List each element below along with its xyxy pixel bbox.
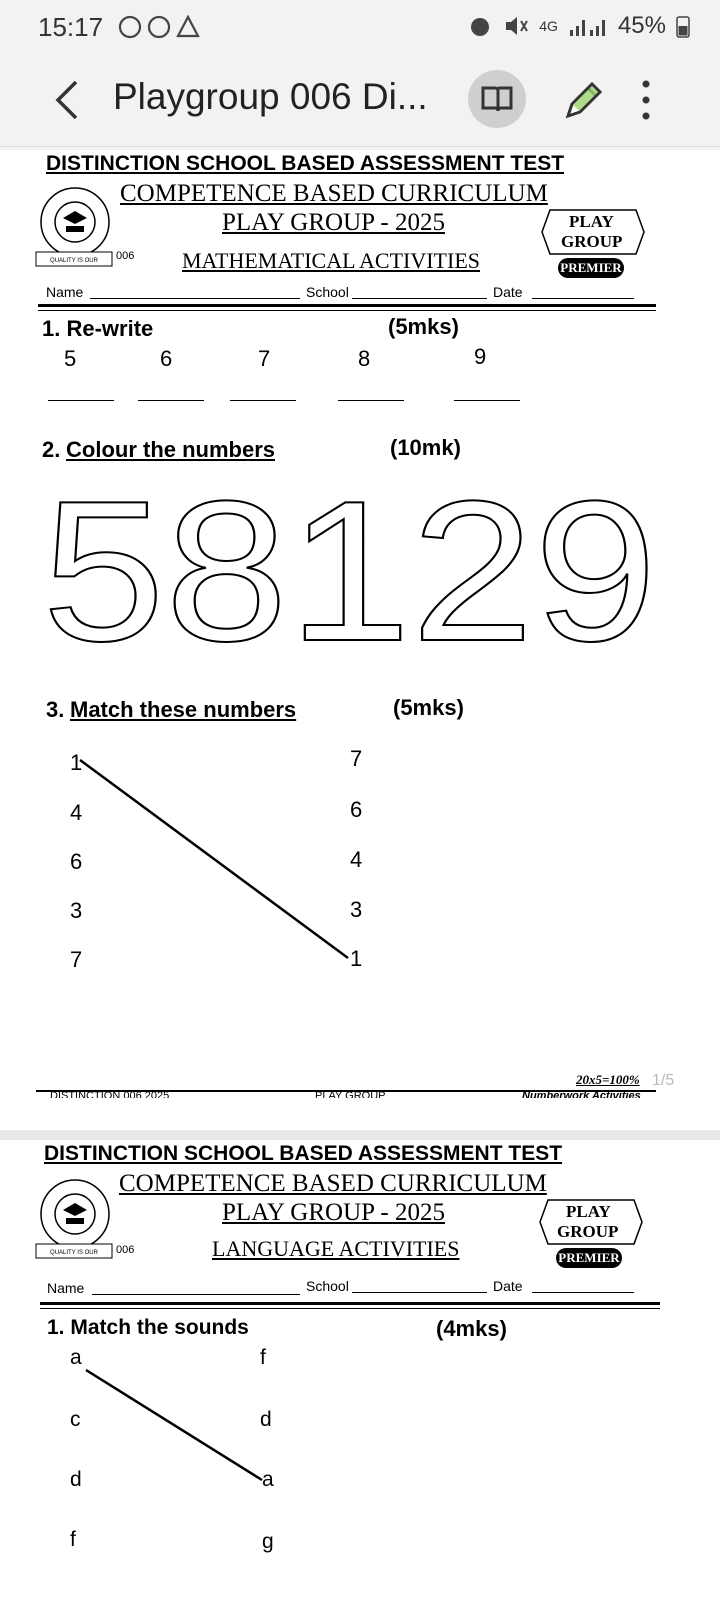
sounds-right-1: f xyxy=(260,1346,266,1369)
badge-line1: PLAY xyxy=(569,212,614,231)
name-label: Name xyxy=(46,284,84,300)
q1-number-2: 6 xyxy=(160,346,173,371)
q3-marks: (5mks) xyxy=(393,695,464,720)
q3-left-3: 6 xyxy=(70,849,83,874)
status-right xyxy=(467,12,690,40)
page2-header-line1: DISTINCTION SCHOOL BASED ASSESSMENT TEST xyxy=(44,1142,563,1165)
badge-line2: GROUP xyxy=(557,1222,619,1241)
sounds-left-2: c xyxy=(70,1408,81,1431)
battery-percent: 45% xyxy=(617,12,666,39)
school-label: School xyxy=(306,1278,349,1294)
page-indicator: 1/5 xyxy=(652,1072,675,1089)
page2-logo-code: 006 xyxy=(116,1244,135,1256)
status-time: 15:17 xyxy=(38,12,104,42)
date-label: Date xyxy=(493,1278,523,1294)
document-page-2 xyxy=(0,1140,720,1600)
footer-cut-mid: PLAY GROUP xyxy=(315,1090,386,1098)
annotate-pen-icon[interactable] xyxy=(558,74,610,126)
document-title: Playgroup 006 Di... xyxy=(113,76,428,117)
q1-number-4: 8 xyxy=(358,346,371,371)
q3-left-5: 7 xyxy=(70,947,83,972)
page2-subject: LANGUAGE ACTIVITIES xyxy=(212,1236,460,1261)
page1-header-line1: DISTINCTION SCHOOL BASED ASSESSMENT TEST xyxy=(46,152,565,175)
q3-left-1: 1 xyxy=(70,750,83,775)
q3-match-line xyxy=(0,150,720,1050)
page1-header-line3: PLAY GROUP - 2025 xyxy=(222,209,445,236)
premier-badge: PREMIER xyxy=(558,258,624,278)
signal-icon xyxy=(568,14,608,38)
q1-marks: (5mks) xyxy=(388,314,459,339)
sounds-left-1: a xyxy=(70,1346,82,1369)
q3-right-5: 1 xyxy=(350,946,363,971)
status-bar xyxy=(0,0,720,54)
page1-subject: MATHEMATICAL ACTIVITIES xyxy=(182,248,480,273)
q3-right-3: 4 xyxy=(350,847,363,872)
q1-sounds-title: 1. Match the sounds xyxy=(47,1316,249,1339)
book-icon xyxy=(468,70,526,128)
q1-number-5: 9 xyxy=(474,344,487,369)
sounds-left-4: f xyxy=(70,1528,76,1551)
q2-number: 2. xyxy=(42,437,61,462)
page2-header-line2: COMPETENCE BASED CURRICULUM xyxy=(119,1170,547,1197)
q3-left-2: 4 xyxy=(70,800,83,825)
sounds-match-line xyxy=(0,1140,720,1600)
q3-right-2: 6 xyxy=(350,797,363,822)
footer-cut-left: DISTINCTION 006 2025 xyxy=(50,1090,170,1098)
svg-text:QUALITY IS OUR: QUALITY IS OUR xyxy=(50,1250,98,1256)
mute-icon xyxy=(503,13,529,39)
badge-line2: GROUP xyxy=(561,232,623,251)
app-bar xyxy=(0,54,720,147)
date-label: Date xyxy=(493,284,523,300)
school-label: School xyxy=(306,284,349,300)
q1-title: 1. Re-write xyxy=(42,316,154,341)
page1-header-line2: COMPETENCE BASED CURRICULUM xyxy=(120,180,548,207)
big-outline-numbers: 58129 xyxy=(42,480,657,660)
battery-icon xyxy=(676,14,690,38)
page-gap xyxy=(0,1130,720,1140)
sounds-right-3: a xyxy=(262,1468,274,1491)
q2-marks: (10mk) xyxy=(390,435,461,460)
more-options-icon[interactable] xyxy=(640,76,652,126)
notification-icons xyxy=(118,14,208,42)
q1-sounds-marks: (4mks) xyxy=(436,1316,507,1341)
q1-number-1: 5 xyxy=(64,346,77,371)
q1-number-3: 7 xyxy=(258,346,271,371)
premier-badge: PREMIER xyxy=(556,1248,622,1268)
document-page-1 xyxy=(0,150,720,1130)
q3-number: 3. xyxy=(46,697,65,722)
alarm-icon xyxy=(467,13,493,39)
reading-mode-button[interactable] xyxy=(468,70,526,128)
q3-left-4: 3 xyxy=(70,898,83,923)
network-type: 4G xyxy=(539,18,558,34)
sounds-right-4: g xyxy=(262,1530,274,1553)
page1-logo-code: 006 xyxy=(116,250,135,262)
name-label: Name xyxy=(47,1280,85,1296)
q3-right-4: 3 xyxy=(350,897,363,922)
footer-cut-right: Numberwork Activities xyxy=(522,1090,641,1098)
sounds-left-3: d xyxy=(70,1468,82,1491)
back-arrow-icon[interactable] xyxy=(48,76,88,124)
q3-right-1: 7 xyxy=(350,746,363,771)
page1-score: 20x5=100% xyxy=(576,1072,640,1087)
q3-title: Match these numbers xyxy=(70,697,297,722)
badge-line1: PLAY xyxy=(566,1202,611,1221)
page2-header-line3: PLAY GROUP - 2025 xyxy=(222,1199,445,1226)
sounds-right-2: d xyxy=(260,1408,272,1431)
q2-title: Colour the numbers xyxy=(66,437,276,462)
svg-text:QUALITY IS OUR: QUALITY IS OUR xyxy=(50,258,98,264)
